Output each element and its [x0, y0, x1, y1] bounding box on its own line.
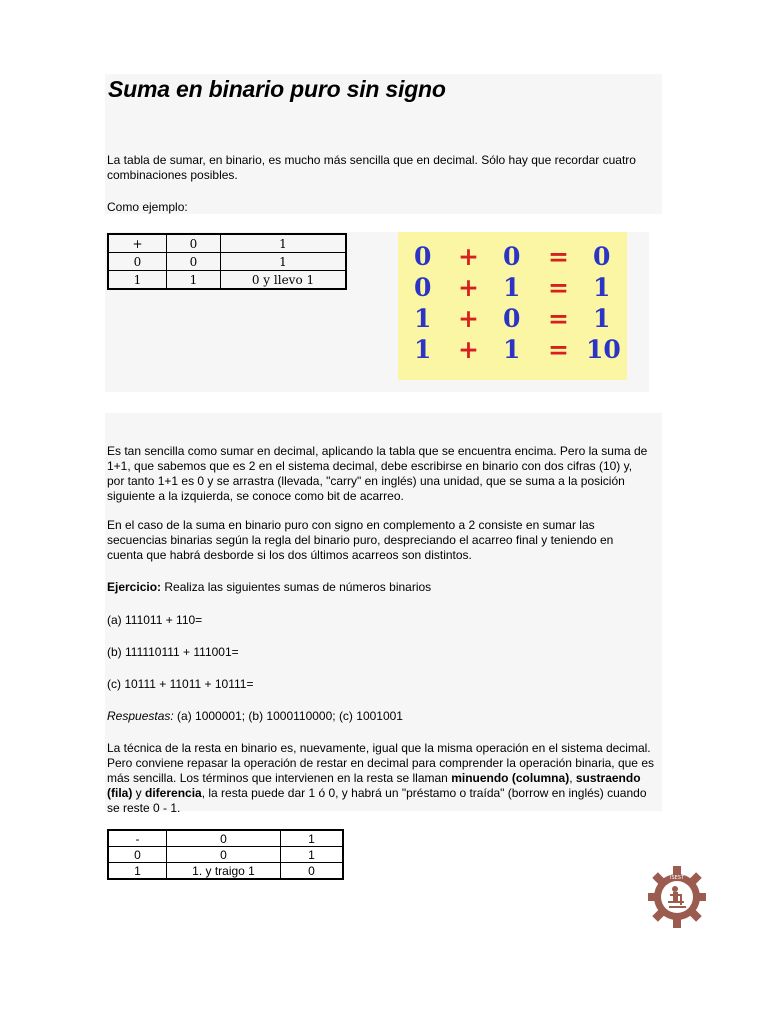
result: 1	[593, 273, 611, 302]
subtraction-text: , la resta puede dar 1 ó 0, y habrá un "préstamo o traída" (borrow en inglés) cuando se reste 0 - 1.	[107, 786, 647, 815]
table-row	[108, 863, 343, 880]
operand: 1	[503, 273, 521, 302]
separator: y	[132, 786, 146, 800]
gear-seal-logo	[647, 863, 707, 931]
exercise-item-a: (a) 111011 + 110=	[107, 613, 203, 627]
exercise-item-b: (b) 111110111 + 111001=	[107, 645, 239, 659]
answers-text: (a) 1000001; (b) 1000110000; (c) 1001001	[173, 709, 403, 723]
table-row	[108, 234, 346, 253]
addition-row	[398, 273, 627, 305]
logo-text: ISEST	[669, 875, 685, 881]
table-row	[108, 830, 343, 847]
separator: ,	[569, 771, 576, 785]
page-title: Suma en binario puro sin signo	[108, 76, 446, 102]
exercise-item-c: (c) 10111 + 11011 + 10111=	[107, 677, 254, 691]
table-cell: 1	[281, 830, 344, 847]
subtraction-paragraph	[107, 741, 655, 816]
result: 1	[593, 304, 611, 333]
table-cell: 0 y llevo 1	[221, 271, 347, 290]
table-cell: 0	[167, 234, 221, 253]
plus-sign: +	[458, 335, 479, 364]
table-cell: 0	[281, 863, 344, 880]
table-row	[108, 847, 343, 863]
operand: 0	[414, 242, 432, 271]
term-sustraendo: sustraendo (fila)	[107, 771, 641, 800]
table-cell: 1	[108, 271, 167, 290]
addition-row	[398, 242, 627, 274]
table-cell: 0	[167, 253, 221, 271]
addition-row	[398, 335, 627, 367]
table-cell: 1. y traigo 1	[167, 863, 281, 880]
exercise-text: Realiza las siguientes sumas de números binarios	[161, 580, 432, 594]
table-cell: +	[108, 234, 167, 253]
equals-sign: =	[548, 273, 569, 302]
signed-addition-paragraph: En el caso de la suma en binario puro con signo en complemento a 2 consiste en sumar las secuencias binarias según la regla del binario puro, despreciando el acarreo final y teniendo en cuenta que habrá desborde si los dos últimos acarreos son distintos.	[107, 518, 614, 562]
plus-sign: +	[458, 242, 479, 271]
subtraction-table	[107, 829, 344, 880]
table-row	[108, 271, 346, 290]
answers-line	[107, 709, 403, 724]
carry-paragraph: Es tan sencilla como sumar en decimal, aplicando la tabla que se encuentra encima. Pero la suma de 1+1, que sabemos que es 2 en el sistema decimal, debe escribirse en binario con dos cifras (10) y, por tanto 1+1 es 0 y se arrastra (llevada, "carry" en inglés) una unidad, que se suma a la posición siguiente a la izquierda, se conoce como bit de acarreo.	[107, 444, 648, 503]
table-cell: 1	[108, 863, 167, 880]
operand: 1	[503, 335, 521, 364]
addition-table	[107, 233, 347, 290]
operand: 0	[503, 304, 521, 333]
equals-sign: =	[548, 242, 569, 271]
result: 0	[593, 242, 611, 271]
table-cell: 1	[281, 847, 344, 863]
addition-row	[398, 304, 627, 336]
table-cell: -	[108, 830, 167, 847]
table-cell: 0	[108, 847, 167, 863]
operand: 1	[414, 335, 432, 364]
operand: 0	[503, 242, 521, 271]
operand: 1	[414, 304, 432, 333]
equals-sign: =	[548, 304, 569, 333]
intro-paragraph: La tabla de sumar, en binario, es mucho más sencilla que en decimal. Sólo hay que recordar cuatro combinaciones posibles.	[107, 153, 636, 182]
equals-sign: =	[548, 335, 569, 364]
plus-sign: +	[458, 273, 479, 302]
table-cell: 0	[167, 830, 281, 847]
term-minuendo: minuendo (columna)	[451, 771, 570, 785]
plus-sign: +	[458, 304, 479, 333]
example-label: Como ejemplo:	[107, 200, 188, 214]
result: 10	[586, 335, 621, 364]
term-diferencia: diferencia	[145, 786, 202, 800]
table-cell: 1	[221, 253, 347, 271]
table-row	[108, 253, 346, 271]
exercise-label: Ejercicio:	[107, 580, 162, 594]
table-cell: 0	[108, 253, 167, 271]
table-cell: 0	[167, 847, 281, 863]
answers-label: Respuestas:	[107, 709, 174, 723]
exercise-statement	[107, 580, 431, 595]
table-cell: 1	[167, 271, 221, 290]
subtraction-text: La técnica de la resta en binario es, nuevamente, igual que la misma operación en el sistema decimal. Pero conviene repasar la operación de restar en decimal para comprender la operación binaria, que es más sencilla. Los términos que intervienen en la resta se llaman	[107, 741, 654, 785]
operand: 0	[414, 273, 432, 302]
binary-addition-figure	[398, 232, 627, 380]
table-cell: 1	[221, 234, 347, 253]
